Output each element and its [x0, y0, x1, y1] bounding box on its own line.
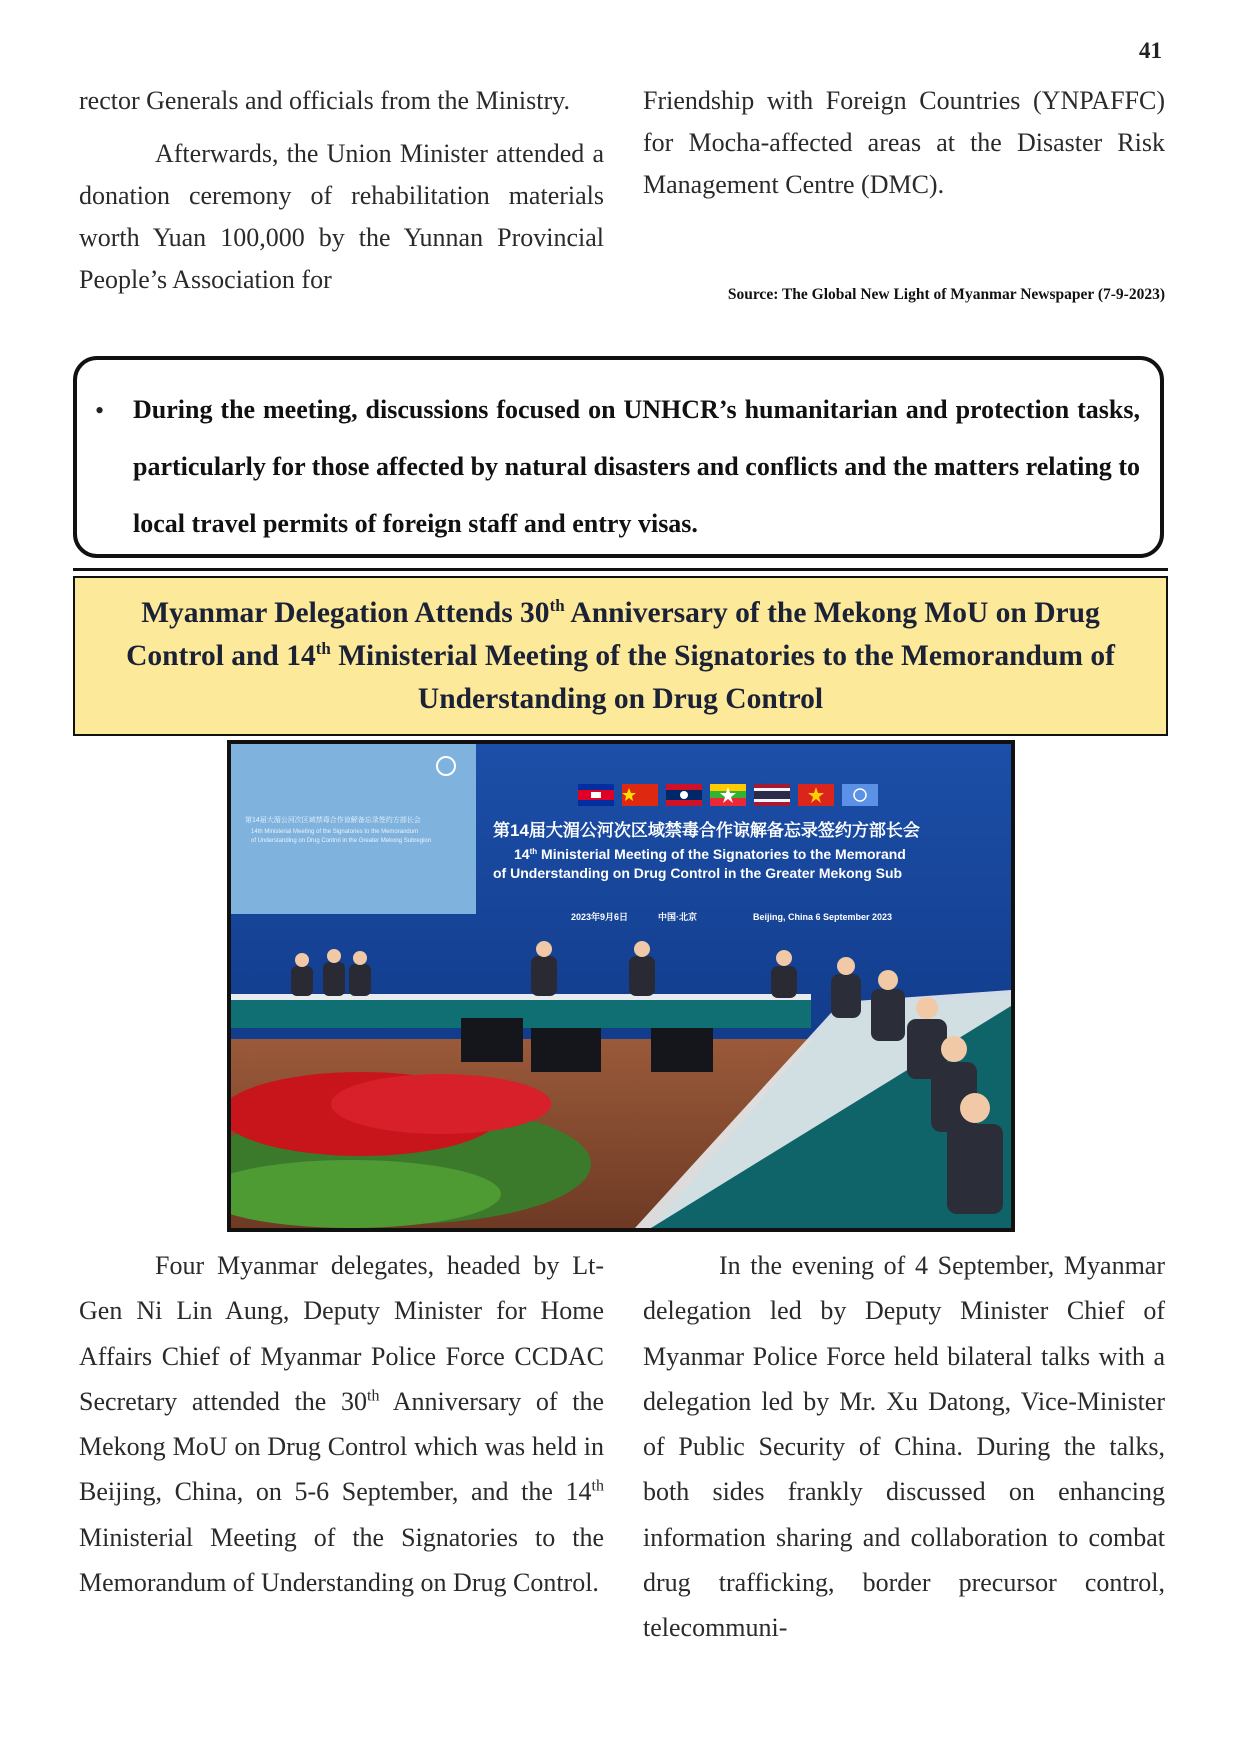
highlight-callout-box — [73, 356, 1164, 558]
screen-text: of Understanding on Drug Control in the Greater Mekong Subregion — [251, 838, 432, 844]
heading-text: Ministerial Meeting of the Signatories to the Memorandum of Understanding on Drug Control — [330, 640, 1115, 715]
article-heading — [73, 576, 1168, 736]
bullet-icon: • — [95, 396, 105, 425]
heading-superscript: th — [549, 596, 565, 616]
banner-title-english: 14th Ministerial Meeting of the Signatories to the Memorand — [514, 846, 906, 862]
section-divider — [73, 568, 1168, 571]
un-flag-icon — [842, 784, 878, 806]
meeting-photo — [227, 740, 1015, 1232]
thailand-flag-icon — [754, 784, 790, 806]
flag-row — [578, 784, 878, 806]
myanmar-flag-icon — [710, 784, 746, 806]
flower-arrangement — [231, 1072, 591, 1228]
paragraph: rector Generals and officials from the Ministry. — [79, 86, 570, 115]
page-number: 41 — [1139, 38, 1162, 63]
paragraph: Friendship with Foreign Countries (YNPAFFC) for Mocha-affected areas at the Disaster Risk Management Centre (DMC). — [643, 86, 1165, 199]
laos-flag-icon — [666, 784, 702, 806]
banner-title-chinese: 第14届大湄公河次区域禁毒合作谅解备忘录签约方部长会 — [493, 821, 920, 840]
paragraph: Four Myanmar delegates, headed by Lt-Gen Ni Lin Aung, Deputy Minister for Home Affairs Chief of Myanmar Police Force CCDAC Secretary attended the 30th Anniversary of the Mekong MoU on Drug Control which was held in Beijing, China, on 5-6 September, and the 14th Ministerial Meeting of the Signatories to the Memorandum of Understanding on Drug Control. — [79, 1251, 604, 1598]
cambodia-flag-icon — [578, 784, 614, 806]
top-right-column — [643, 80, 1165, 206]
projector-screen — [231, 744, 476, 914]
source-citation: Source: The Global New Light of Myanmar Newspaper (7-9-2023) — [727, 286, 1165, 303]
heading-text: Anniversary of the Mekong MoU on Drug Control and 14 — [126, 597, 1100, 672]
china-flag-icon — [622, 784, 658, 806]
banner-place-date-english: Beijing, China 6 September 2023 — [753, 912, 893, 922]
bottom-right-column — [643, 1243, 1165, 1651]
banner-place-chinese: 中国·北京 — [658, 912, 697, 922]
bottom-left-column — [79, 1243, 604, 1605]
vietnam-flag-icon — [798, 784, 834, 806]
banner-title-english: of Understanding on Drug Control in the Greater Mekong Sub — [493, 865, 903, 881]
heading-text: Myanmar Delegation Attends 30 — [141, 597, 550, 629]
callout-text: During the meeting, discussions focused on UNHCR’s humanitarian and protection tasks, particularly for those affected by natural disasters and conflicts and the matters relating to local travel permits of foreign staff and entry visas. — [133, 395, 1140, 538]
top-left-column — [79, 80, 604, 301]
paragraph: Afterwards, the Union Minister attended a donation ceremony of rehabilitation materials worth Yuan 100,000 by the Yunnan Provincial People’s Association for — [79, 139, 604, 294]
screen-text: 第14届大湄公河次区域禁毒合作谅解备忘录签约方部长会 — [245, 817, 421, 824]
screen-text: 14th Ministerial Meeting of the Signatories to the Memorandum — [251, 829, 419, 835]
banner-date-chinese: 2023年9月6日 — [571, 912, 629, 922]
heading-superscript: th — [315, 639, 331, 659]
paragraph: In the evening of 4 September, Myanmar delegation led by Deputy Minister Chief of Myanmar Police Force held bilateral talks with a delegation led by Mr. Xu Datong, Vice-Minister of Public Security of China. During the talks, both sides frankly discussed on enhancing information sharing and collaboration to combat drug trafficking, border precursor control, telecommuni- — [643, 1251, 1165, 1643]
